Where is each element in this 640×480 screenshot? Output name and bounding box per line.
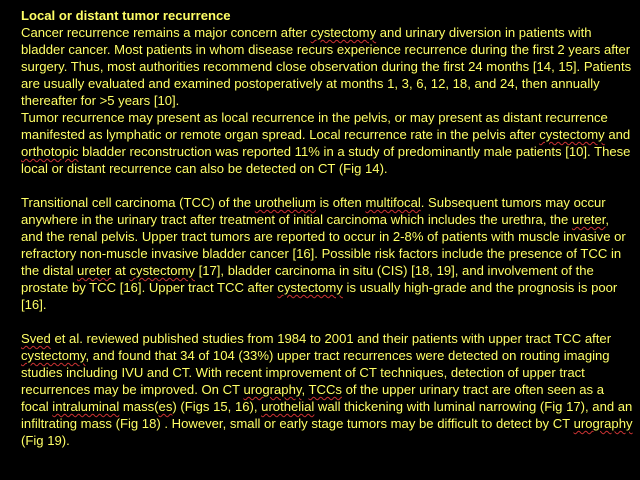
text-run: Transitional cell carcinoma (TCC) of the xyxy=(21,195,255,210)
text-run: mass( xyxy=(119,399,159,414)
text-run: wall thickening with luminal narrowing (Fig 17), and an infiltrating mass (Fig 18) . However, small or early stage tumors may be difficult to detect by CT xyxy=(21,399,633,431)
text-run: ) (Figs 15, 16), xyxy=(172,399,262,414)
paragraph-local-distant-recurrence xyxy=(21,109,633,177)
spellcheck-word: ureter xyxy=(77,263,112,278)
spellcheck-word: cystectomy xyxy=(21,348,86,363)
spellcheck-word: TCCs xyxy=(308,382,342,397)
paragraph-gap xyxy=(21,177,633,194)
spellcheck-word: urography xyxy=(573,416,633,431)
text-run: bladder reconstruction was reported 11% in a study of predominantly male patients [10]. These local or distant recurrence can also be detected on CT (Fig 14). xyxy=(21,144,631,176)
slide-text-body xyxy=(21,7,633,449)
text-run: Tumor recurrence may present as local recurrence in the pelvis, or may present as distant recurrence manifested as lymphatic or remote organ spread. Local recurrence rate in the pelvis after xyxy=(21,110,608,142)
text-run: . Subsequent tumors may occur anywhere in the urinary tract after treatment of initial carcinoma which includes the urethra, the xyxy=(21,195,606,227)
spellcheck-word: cystectomy xyxy=(129,263,195,278)
text-run: is usually high-grade and the prognosis is poor [16]. xyxy=(21,280,618,312)
spellcheck-word: cystectomy xyxy=(277,280,343,295)
spellcheck-word: ureter xyxy=(571,212,606,227)
spellcheck-word: orthotopic xyxy=(21,144,79,159)
text-run: , and the renal pelvis. Upper tract tumors are reported to occur in 2-8% of patients with muscle invasive or refractory non-muscle invasive bladder cancer [16]. Possible risk factors include the presence of TCC in the distal xyxy=(21,212,626,278)
paragraph-upper-tract-recurrence xyxy=(21,330,633,449)
text-run: and urinary diversion in patients with bladder cancer. Most patients in whom disease recurs experience recurrence during the first 2 years after surgery. Thus, most authorities recommend close observation during the first 24 months [14, 15]. Patients are usually evaluated and examined postoperatively at months 1, 3, 6, 12, 18, and 24, then annually thereafter for >5 years [10]. xyxy=(21,25,632,108)
spellcheck-word: cystectomy xyxy=(539,127,605,142)
text-run: [17], bladder carcinoma in situ (CIS) [18, 19], and involvement of the prostate by TCC [16]. Upper tract TCC after xyxy=(21,263,594,295)
text-run: (Fig 19). xyxy=(21,433,70,448)
spellcheck-word: Sved xyxy=(21,331,51,346)
spellcheck-word: multifocal xyxy=(365,195,421,210)
text-run: , xyxy=(301,382,309,397)
text-run: Cancer recurrence remains a major concern after xyxy=(21,25,311,40)
text-run: and xyxy=(604,127,631,142)
spellcheck-word: urothelium xyxy=(254,195,316,210)
text-run: is often xyxy=(315,195,366,210)
text-run: et al. reviewed published studies from 1984 to 2001 and their patients with upper tract TCC after xyxy=(50,331,612,346)
spellcheck-word: urography xyxy=(243,382,302,397)
text-run: , and found that 34 of 104 (33%) upper tract recurrences were detected on routing imaging studies including IVU and CT. With recent improvement of CT techniques, detection of upper tract recurrences may be improved. On CT xyxy=(21,348,610,397)
paragraph-recurrence-followup xyxy=(21,24,633,109)
spellcheck-word: cystectomy xyxy=(310,25,377,40)
spellcheck-word: urothelial xyxy=(261,399,315,414)
paragraph-transitional-cell-carcinoma xyxy=(21,194,633,313)
text-run: at xyxy=(111,263,130,278)
section-heading: Local or distant tumor recurrence xyxy=(21,8,231,23)
paragraph-gap xyxy=(21,313,633,330)
spellcheck-word: intraluminal xyxy=(52,399,120,414)
spellcheck-word: es xyxy=(158,399,173,414)
text-run: of the upper urinary tract are often seen as a focal xyxy=(21,382,604,414)
